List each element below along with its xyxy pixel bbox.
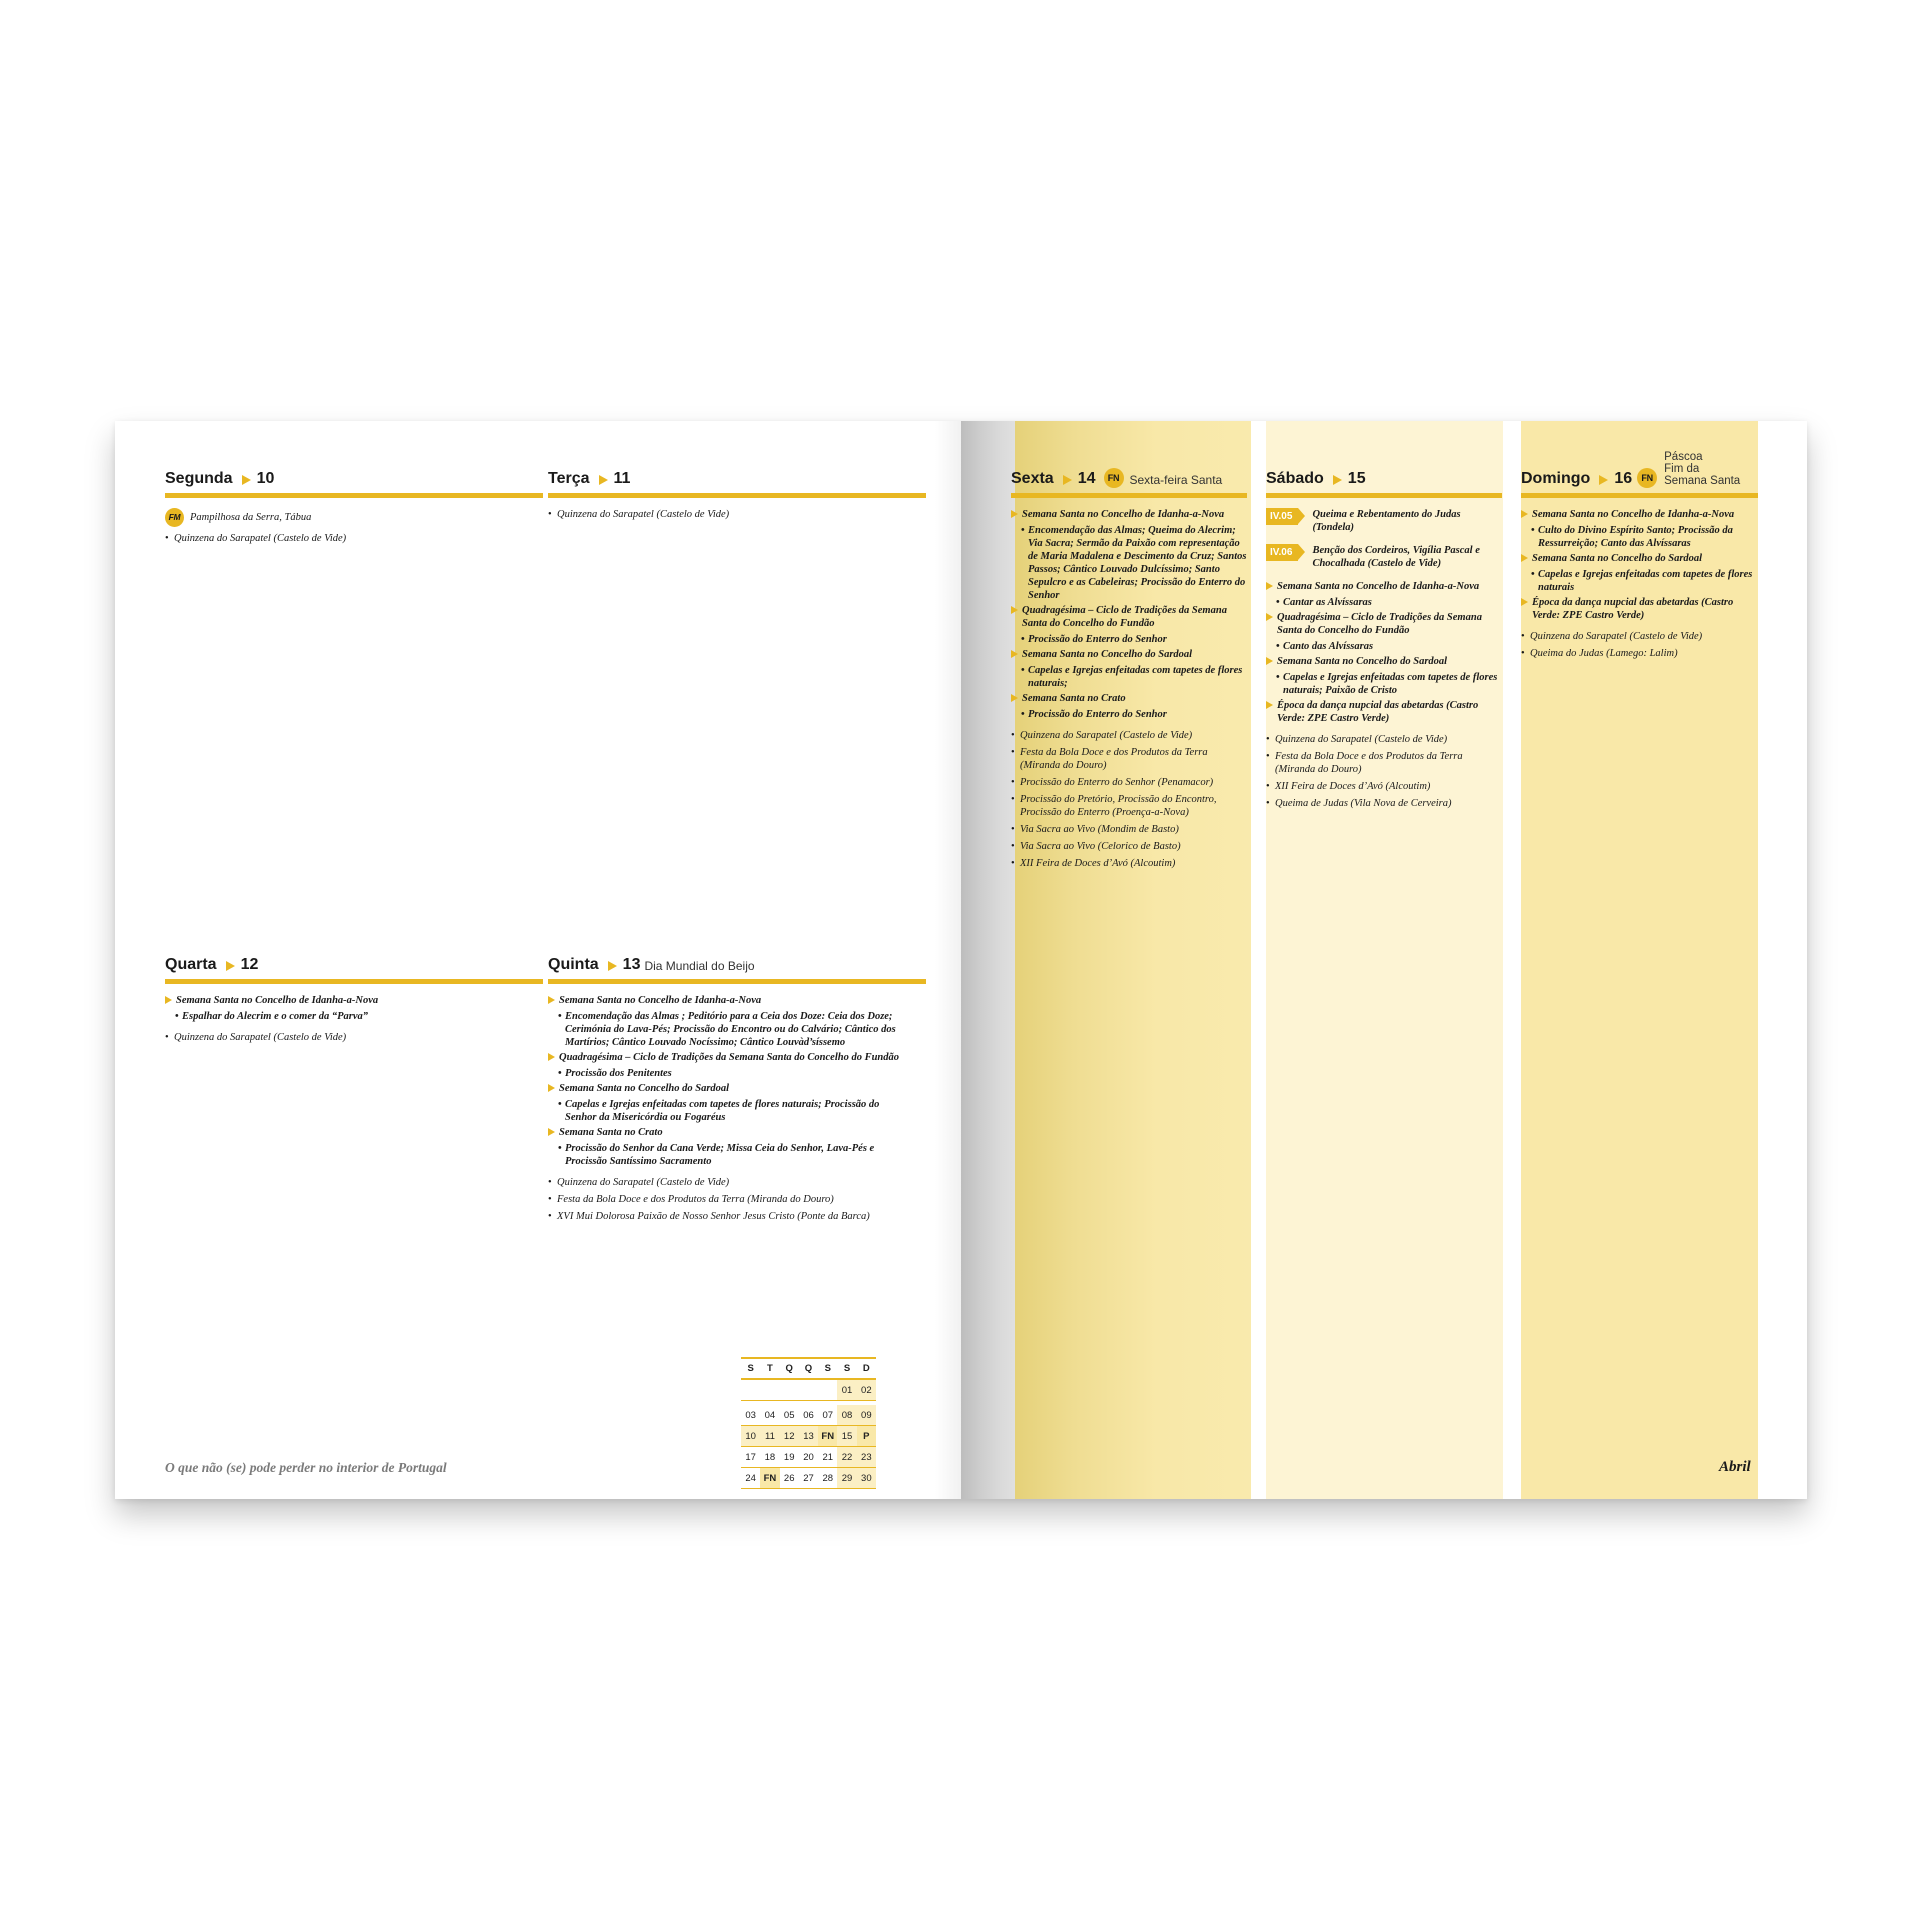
day-name: Terça [548,470,590,487]
event-detail: • Cantar as Alvíssaras [1276,597,1372,608]
event-group: Quadragésima – Ciclo de Tradições da Semana Santa do Concelho do Fundão [1011,604,1247,630]
dated-entry-text: Benção dos Cordeiros, Vigília Pascal e Chocalhada (Castelo de Vide) [1312,545,1480,569]
day-thursday [548,947,926,1223]
day-entries [1521,508,1758,660]
day-header [165,461,543,498]
calendar-cell [799,1379,818,1401]
calendar-cell: FN [760,1468,779,1489]
arrow-icon [1599,475,1608,485]
list-item: • Quinzena do Sarapatel (Castelo de Vide) [165,1032,347,1043]
calendar-cell: 19 [780,1447,799,1468]
calendar-cell: 04 [760,1405,779,1426]
list-item: • Quinzena do Sarapatel (Castelo de Vide) [1011,730,1193,741]
list-item: • Quinzena do Sarapatel (Castelo de Vide) [1521,631,1703,642]
fn-badge: FN [1637,468,1657,488]
day-header [1266,461,1502,498]
week-row [741,1379,876,1401]
week-row [741,1447,876,1468]
event-group: Semana Santa no Concelho de Idanha-a-Nova [1266,580,1502,593]
calendar-cell: FN [818,1426,837,1447]
weekday-label: Q [804,1363,813,1374]
date-tag: IV.05 [1266,508,1298,525]
calendar-cell: 26 [780,1468,799,1489]
day-wednesday [165,947,543,1044]
list-item: • Quinzena do Sarapatel (Castelo de Vide) [165,533,347,544]
list-item: • XVI Mui Dolorosa Paixão de Nosso Senhor Jesus Cristo (Ponte da Barca) [548,1211,870,1222]
arrow-icon [1333,475,1342,485]
event-group: Época da dança nupcial das abetardas (Castro Verde: ZPE Castro Verde) [1521,596,1758,622]
day-entries [165,508,543,545]
arrow-icon [1063,475,1072,485]
day-note: Dia Mundial do Beijo [644,959,755,973]
arrow-icon [599,475,608,485]
list-item: • Procissão do Enterro do Senhor (Penamacor) [1011,777,1214,788]
event-group: Semana Santa no Concelho do Sardoal [548,1082,906,1095]
calendar-cell: 06 [799,1405,818,1426]
day-name: Sábado [1266,470,1324,487]
arrow-icon [226,961,235,971]
mini-calendar-table [741,1357,876,1489]
list-item: • Quinzena do Sarapatel (Castelo de Vide) [548,509,730,520]
fm-entry [165,508,543,527]
day-entries [1011,508,1247,870]
day-entries [548,508,926,521]
fn-badge: FN [1104,468,1124,488]
calendar-cell: 05 [780,1405,799,1426]
dated-entry [1266,544,1502,570]
event-detail: • Capelas e Igrejas enfeitadas com tapetes de flores naturais; [1021,665,1243,689]
book-title-footer: O que não (se) pode perder no interior de Portugal [165,1460,447,1475]
dated-entry-text: Queima e Rebentamento do Judas (Tondela) [1312,509,1461,533]
calendar-cell: 23 [857,1447,876,1468]
list-item: • Quinzena do Sarapatel (Castelo de Vide) [548,1177,730,1188]
day-number: 16 [1614,470,1633,487]
month-footer: Abril [1719,1459,1751,1475]
list-item: • XII Feira de Doces d’Avó (Alcoutim) [1011,858,1176,869]
day-name: Domingo [1521,470,1591,487]
calendar-cell: 13 [799,1426,818,1447]
calendar-spread [115,421,1807,1499]
date-tag: IV.06 [1266,544,1298,561]
list-item: • Queima de Judas (Vila Nova de Cerveira) [1266,798,1452,809]
event-group: Semana Santa no Concelho de Idanha-a-Nova [165,994,543,1007]
calendar-cell: 07 [818,1405,837,1426]
calendar-cell: 29 [837,1468,856,1489]
day-header [548,461,926,498]
day-saturday [1266,461,1502,810]
calendar-cell: 02 [857,1379,876,1401]
event-group: Semana Santa no Concelho do Sardoal [1521,552,1758,565]
calendar-cell: 11 [760,1426,779,1447]
list-item: • Via Sacra ao Vivo (Celorico de Basto) [1011,841,1181,852]
list-item: • Via Sacra ao Vivo (Mondim de Basto) [1011,824,1179,835]
event-group: Quadragésima – Ciclo de Tradições da Semana Santa do Concelho do Fundão [548,1051,906,1064]
day-number: 12 [240,956,259,973]
calendar-cell: 22 [837,1447,856,1468]
calendar-cell: 12 [780,1426,799,1447]
day-header [165,947,543,984]
week-row [741,1426,876,1447]
event-group: Semana Santa no Concelho do Sardoal [1011,648,1247,661]
list-item: • Procissão do Pretório, Procissão do Encontro, Procissão do Enterro (Proença-a-Nova) [1011,794,1217,818]
day-entries [548,994,926,1223]
day-entries [165,994,543,1044]
event-detail: • Capelas e Igrejas enfeitadas com tapetes de flores naturais; Paixão de Cristo [1276,672,1498,696]
calendar-cell [818,1379,837,1401]
day-number: 11 [613,470,631,487]
event-detail: • Encomendação das Almas; Queima do Alecrim; Via Sacra; Sermão da Paixão com representação de Maria Madalena e Descimento da Cruz; Santos Passos; Cântico Louvado Dulcíssimo; Santo Sepulcro e as Cabeleiras; Procissão do Enterro do Senhor [1021,525,1247,601]
day-header [548,947,926,984]
day-name: Sexta [1011,470,1054,487]
calendar-cell: 09 [857,1405,876,1426]
list-item: • Festa da Bola Doce e dos Produtos da Terra (Miranda do Douro) [1011,747,1208,771]
event-detail: • Capelas e Igrejas enfeitadas com tapetes de flores naturais [1531,569,1753,593]
event-detail: • Culto do Divino Espírito Santo; Procissão da Ressurreição; Canto das Alvíssaras [1531,525,1733,549]
week-row [741,1405,876,1426]
event-group: Época da dança nupcial das abetardas (Castro Verde: ZPE Castro Verde) [1266,699,1502,725]
calendar-cell [780,1379,799,1401]
day-name: Quarta [165,956,217,973]
day-friday [1011,461,1247,870]
calendar-cell: 27 [799,1468,818,1489]
day-number: 13 [622,956,641,973]
calendar-cell: 08 [837,1405,856,1426]
mini-calendar [741,1357,876,1489]
arrow-icon [242,475,251,485]
day-sunday [1521,451,1758,660]
event-detail: • Encomendação das Almas ; Peditório para a Ceia dos Doze: Ceia dos Doze; Cerimónia do Lava-Pés; Procissão do Encontro ou do Calvário; Cântico dos Martírios; Cântico Louvado Nocíssimo; Cântico Louvàd’síssemo [558,1011,896,1048]
event-group: Semana Santa no Crato [548,1126,906,1139]
calendar-cell: 17 [741,1447,760,1468]
weekday-label: S [843,1363,851,1374]
calendar-cell: P [857,1426,876,1447]
weekday-label: Q [785,1363,793,1374]
list-item: • Festa da Bola Doce e dos Produtos da Terra (Miranda do Douro) [548,1194,834,1205]
fm-badge: FM [165,508,184,527]
calendar-cell: 15 [837,1426,856,1447]
day-number: 15 [1347,470,1366,487]
book-gutter [961,421,1015,1499]
calendar-cell [760,1379,779,1401]
event-group: Semana Santa no Concelho do Sardoal [1266,655,1502,668]
day-monday [165,461,543,545]
calendar-cell: 21 [818,1447,837,1468]
calendar-cell: 20 [799,1447,818,1468]
calendar-cell [741,1379,760,1401]
week-row [741,1468,876,1489]
calendar-cell: 10 [741,1426,760,1447]
calendar-cell: 03 [741,1405,760,1426]
calendar-cell: 24 [741,1468,760,1489]
day-note: Páscoa Fim da Semana Santa [1664,451,1741,487]
calendar-cell: 18 [760,1447,779,1468]
list-item: • Quinzena do Sarapatel (Castelo de Vide) [1266,734,1448,745]
day-name: Segunda [165,470,233,487]
event-detail: • Canto das Alvíssaras [1276,641,1374,652]
day-number: 10 [256,470,275,487]
calendar-cell: 30 [857,1468,876,1489]
day-name: Quinta [548,956,599,973]
event-detail: • Capelas e Igrejas enfeitadas com tapetes de flores naturais; Procissão do Senhor da Misericórdia ou Fogaréus [558,1099,880,1123]
weekday-label: S [747,1363,754,1374]
event-group: Semana Santa no Concelho de Idanha-a-Nova [1521,508,1758,521]
event-detail: • Procissão do Senhor da Cana Verde; Missa Ceia do Senhor, Lava-Pés e Procissão Santíssimo Sacramento [558,1143,875,1167]
day-header [1521,451,1758,498]
mini-calendar-header [741,1358,876,1379]
day-number: 14 [1077,470,1096,487]
event-detail: • Procissão do Enterro do Senhor [1021,709,1167,720]
fm-text: Pampilhosa da Serra, Tábua [190,512,312,523]
arrow-icon [608,961,617,971]
day-note: Sexta-feira Santa [1129,473,1223,487]
event-group: Quadragésima – Ciclo de Tradições da Semana Santa do Concelho do Fundão [1266,611,1502,637]
weekday-label: D [862,1363,870,1374]
event-group: Semana Santa no Crato [1011,692,1247,705]
event-group: Semana Santa no Concelho de Idanha-a-Nova [548,994,906,1007]
calendar-cell: 01 [837,1379,856,1401]
day-tuesday [548,461,926,521]
weekday-label: T [767,1363,773,1374]
list-item: • Queima do Judas (Lamego: Lalim) [1521,648,1678,659]
calendar-cell: 28 [818,1468,837,1489]
event-detail: • Espalhar do Alecrim e o comer da “Parva” [175,1011,368,1022]
list-item: • XII Feira de Doces d’Avó (Alcoutim) [1266,781,1431,792]
dated-entry [1266,508,1502,534]
event-detail: • Procissão do Enterro do Senhor [1021,634,1167,645]
day-entries [1266,508,1502,810]
event-group: Semana Santa no Concelho de Idanha-a-Nova [1011,508,1247,521]
list-item: • Festa da Bola Doce e dos Produtos da Terra (Miranda do Douro) [1266,751,1463,775]
day-header [1011,461,1247,498]
event-detail: • Procissão dos Penitentes [558,1068,672,1079]
weekday-label: S [824,1363,831,1374]
